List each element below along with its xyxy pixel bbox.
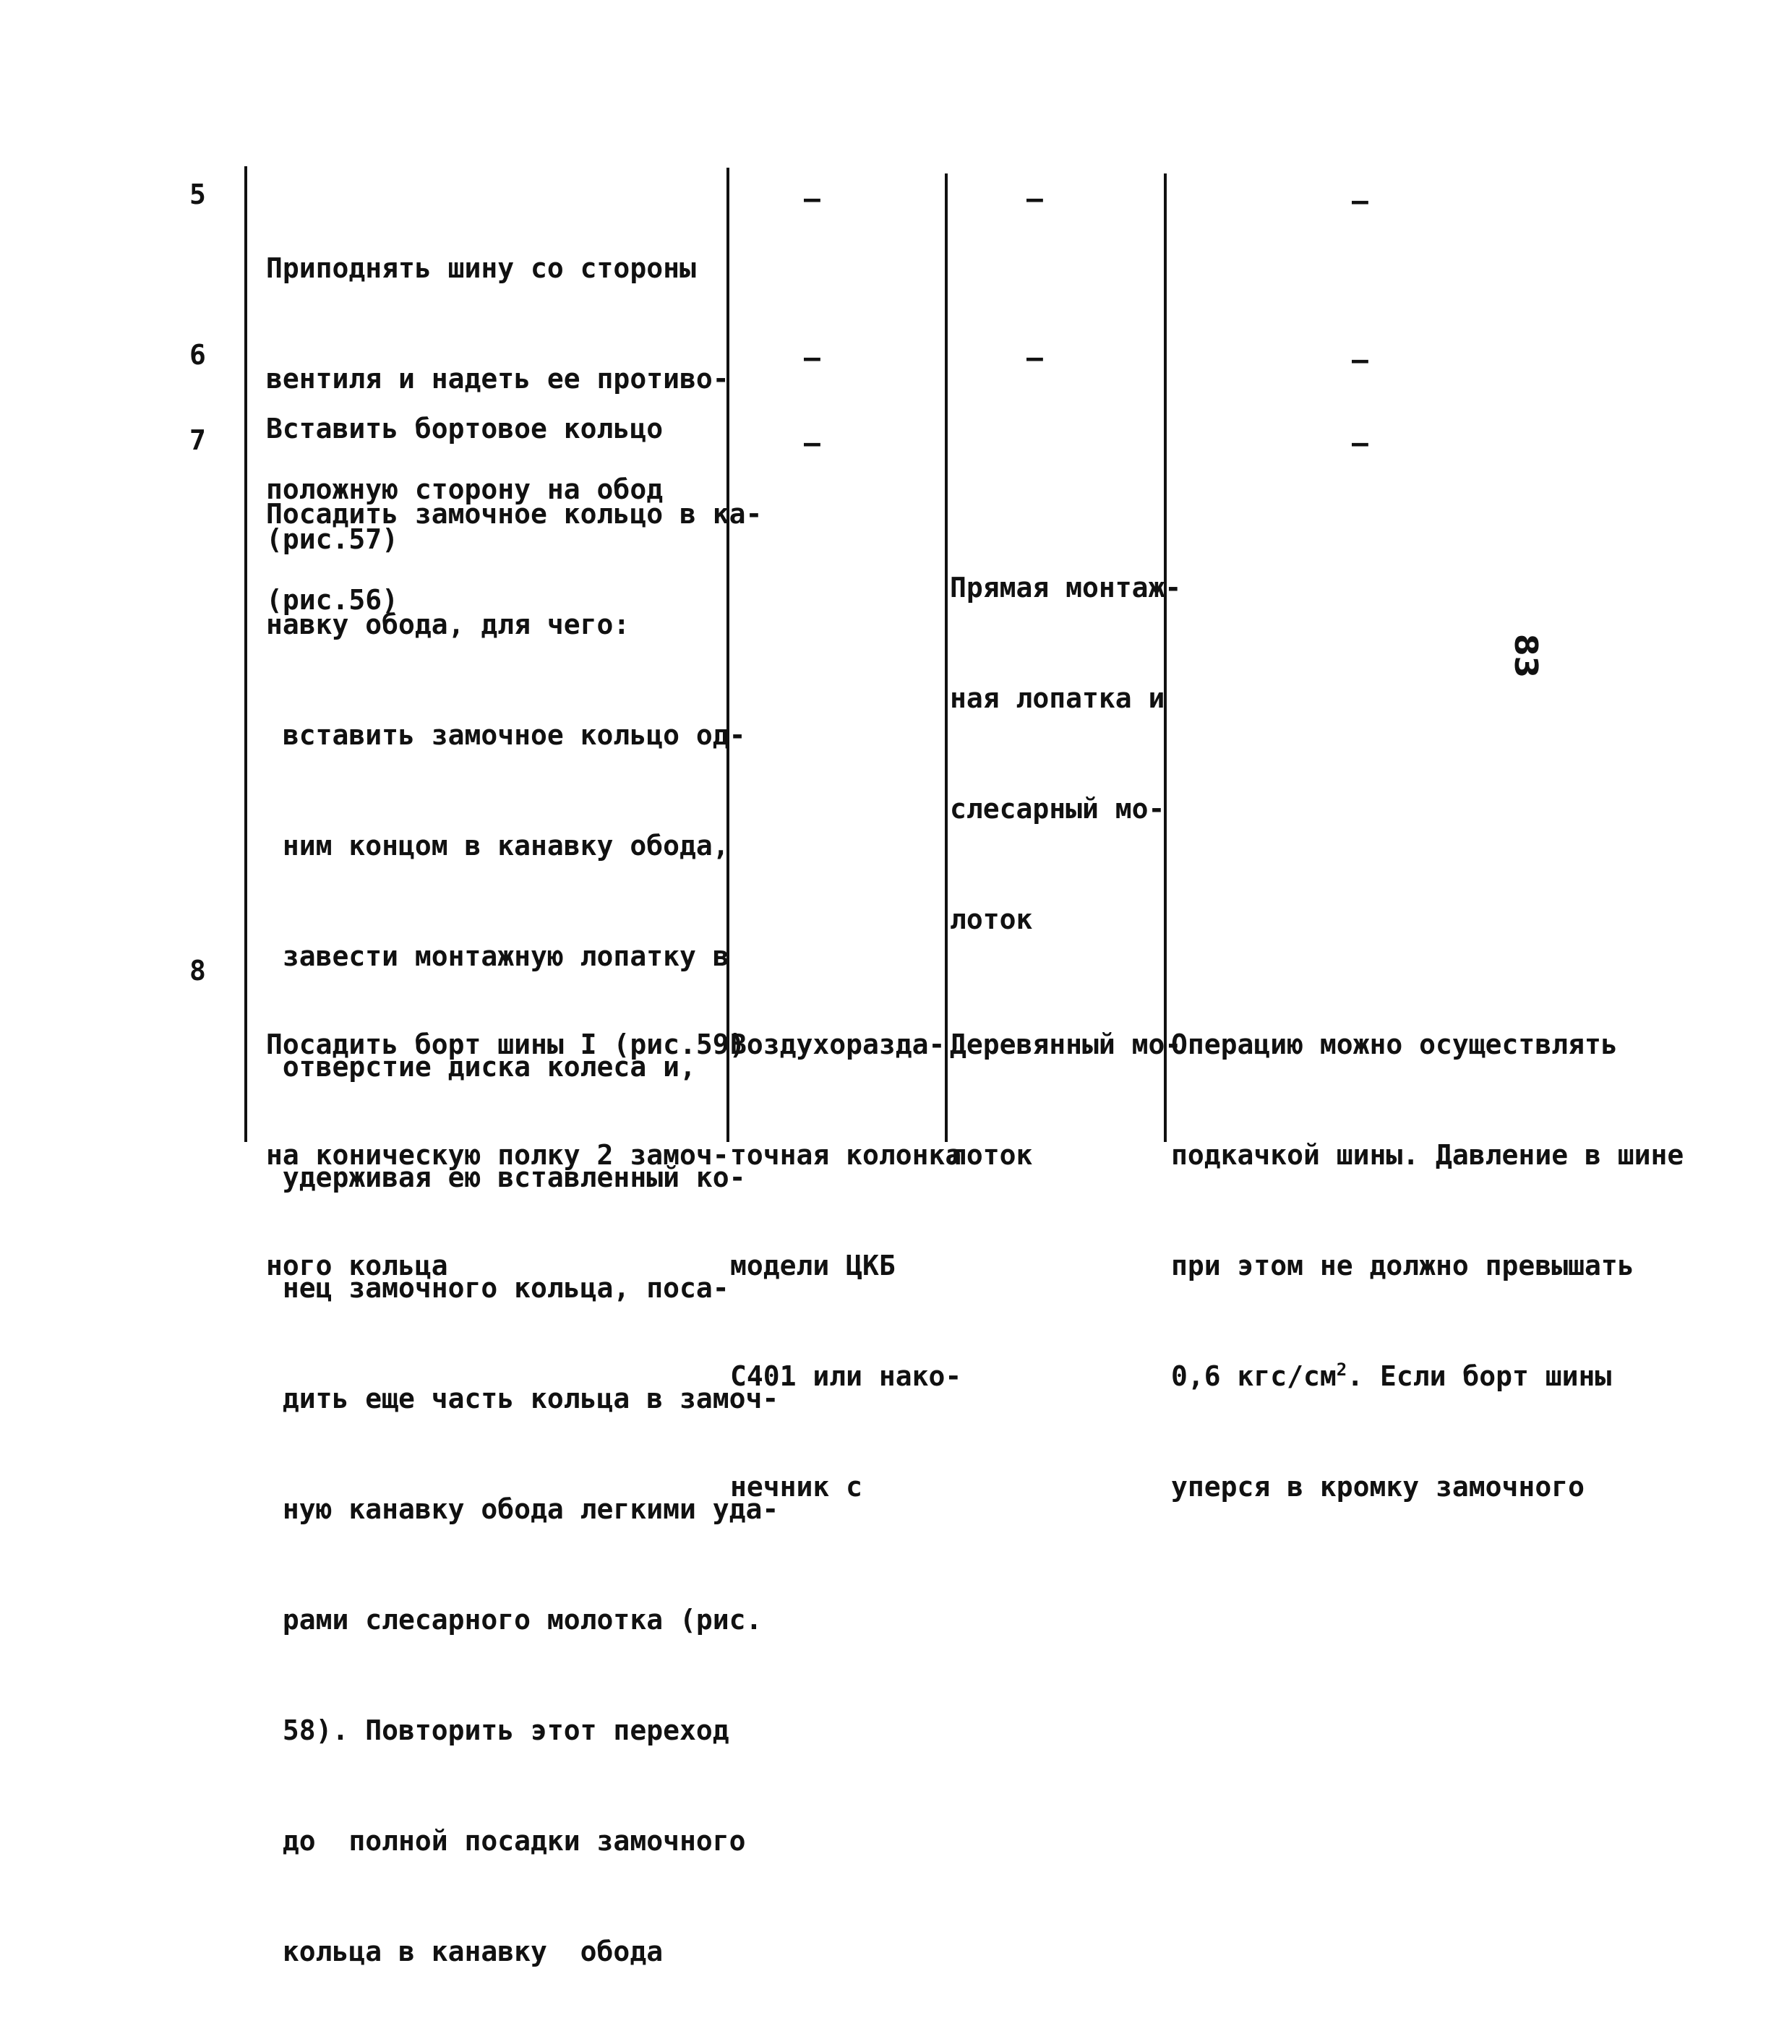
superscript: 2 [1336, 1360, 1347, 1380]
row-number: 6 [189, 339, 206, 371]
equipment-dash: – [804, 427, 820, 459]
tools-text: Деревянный мо- лоток [950, 1029, 1182, 1171]
row-number: 7 [189, 424, 206, 456]
notes-dash: – [1352, 185, 1368, 217]
notes-dash: – [1352, 427, 1368, 459]
operation-text: Посадить замочное кольцо в ка- навку обода, для чего: вставить замочное кольцо од- ним концом в канавку обода, завести монтажную лопатку в отверстие диска колеса и, удерживая ею вставленный ко- нец замочного кольца, поса- дить еще часть кольца в замоч- ную канавку обода легкими уда- рами слесарного молотка (рис. 58). Повторить этот переход до полной посадки замочного кольца в канавку обода [266, 498, 779, 1967]
tools-dash: – [1026, 183, 1043, 215]
notes-dash: – [1352, 344, 1368, 376]
equipment-dash: – [804, 183, 820, 215]
operation-text: Приподнять шину со стороны вентиля и надеть ее противо- положную сторону на обод (рис.56) [266, 252, 729, 616]
tools-text: Прямая монтаж- ная лопатка и слесарный мо- лоток [950, 572, 1182, 935]
row-number: 8 [189, 955, 206, 987]
operation-text: Вставить бортовое кольцо (рис.57) [266, 413, 664, 555]
page-number: 83 [1507, 633, 1545, 679]
equipment-dash: – [804, 342, 820, 374]
operation-text: Посадить борт шины I (рис.59) на коническую полку 2 замоч- ного кольца [266, 1029, 746, 1281]
equipment-text: Воздухоразда- точная колонка модели ЦКБ С401 или нако- нечник с [730, 1029, 962, 1503]
table-rule-left [244, 166, 247, 1142]
tools-dash: – [1026, 342, 1043, 374]
notes-text: Операцию можно осуществлять подкачкой шины. Давление в шине при этом не должно превышать 0,6 кгс/$см^2$. Если борт шины уперся в кромку замочного [1171, 1029, 1684, 1503]
row-number: 5 [189, 179, 206, 210]
